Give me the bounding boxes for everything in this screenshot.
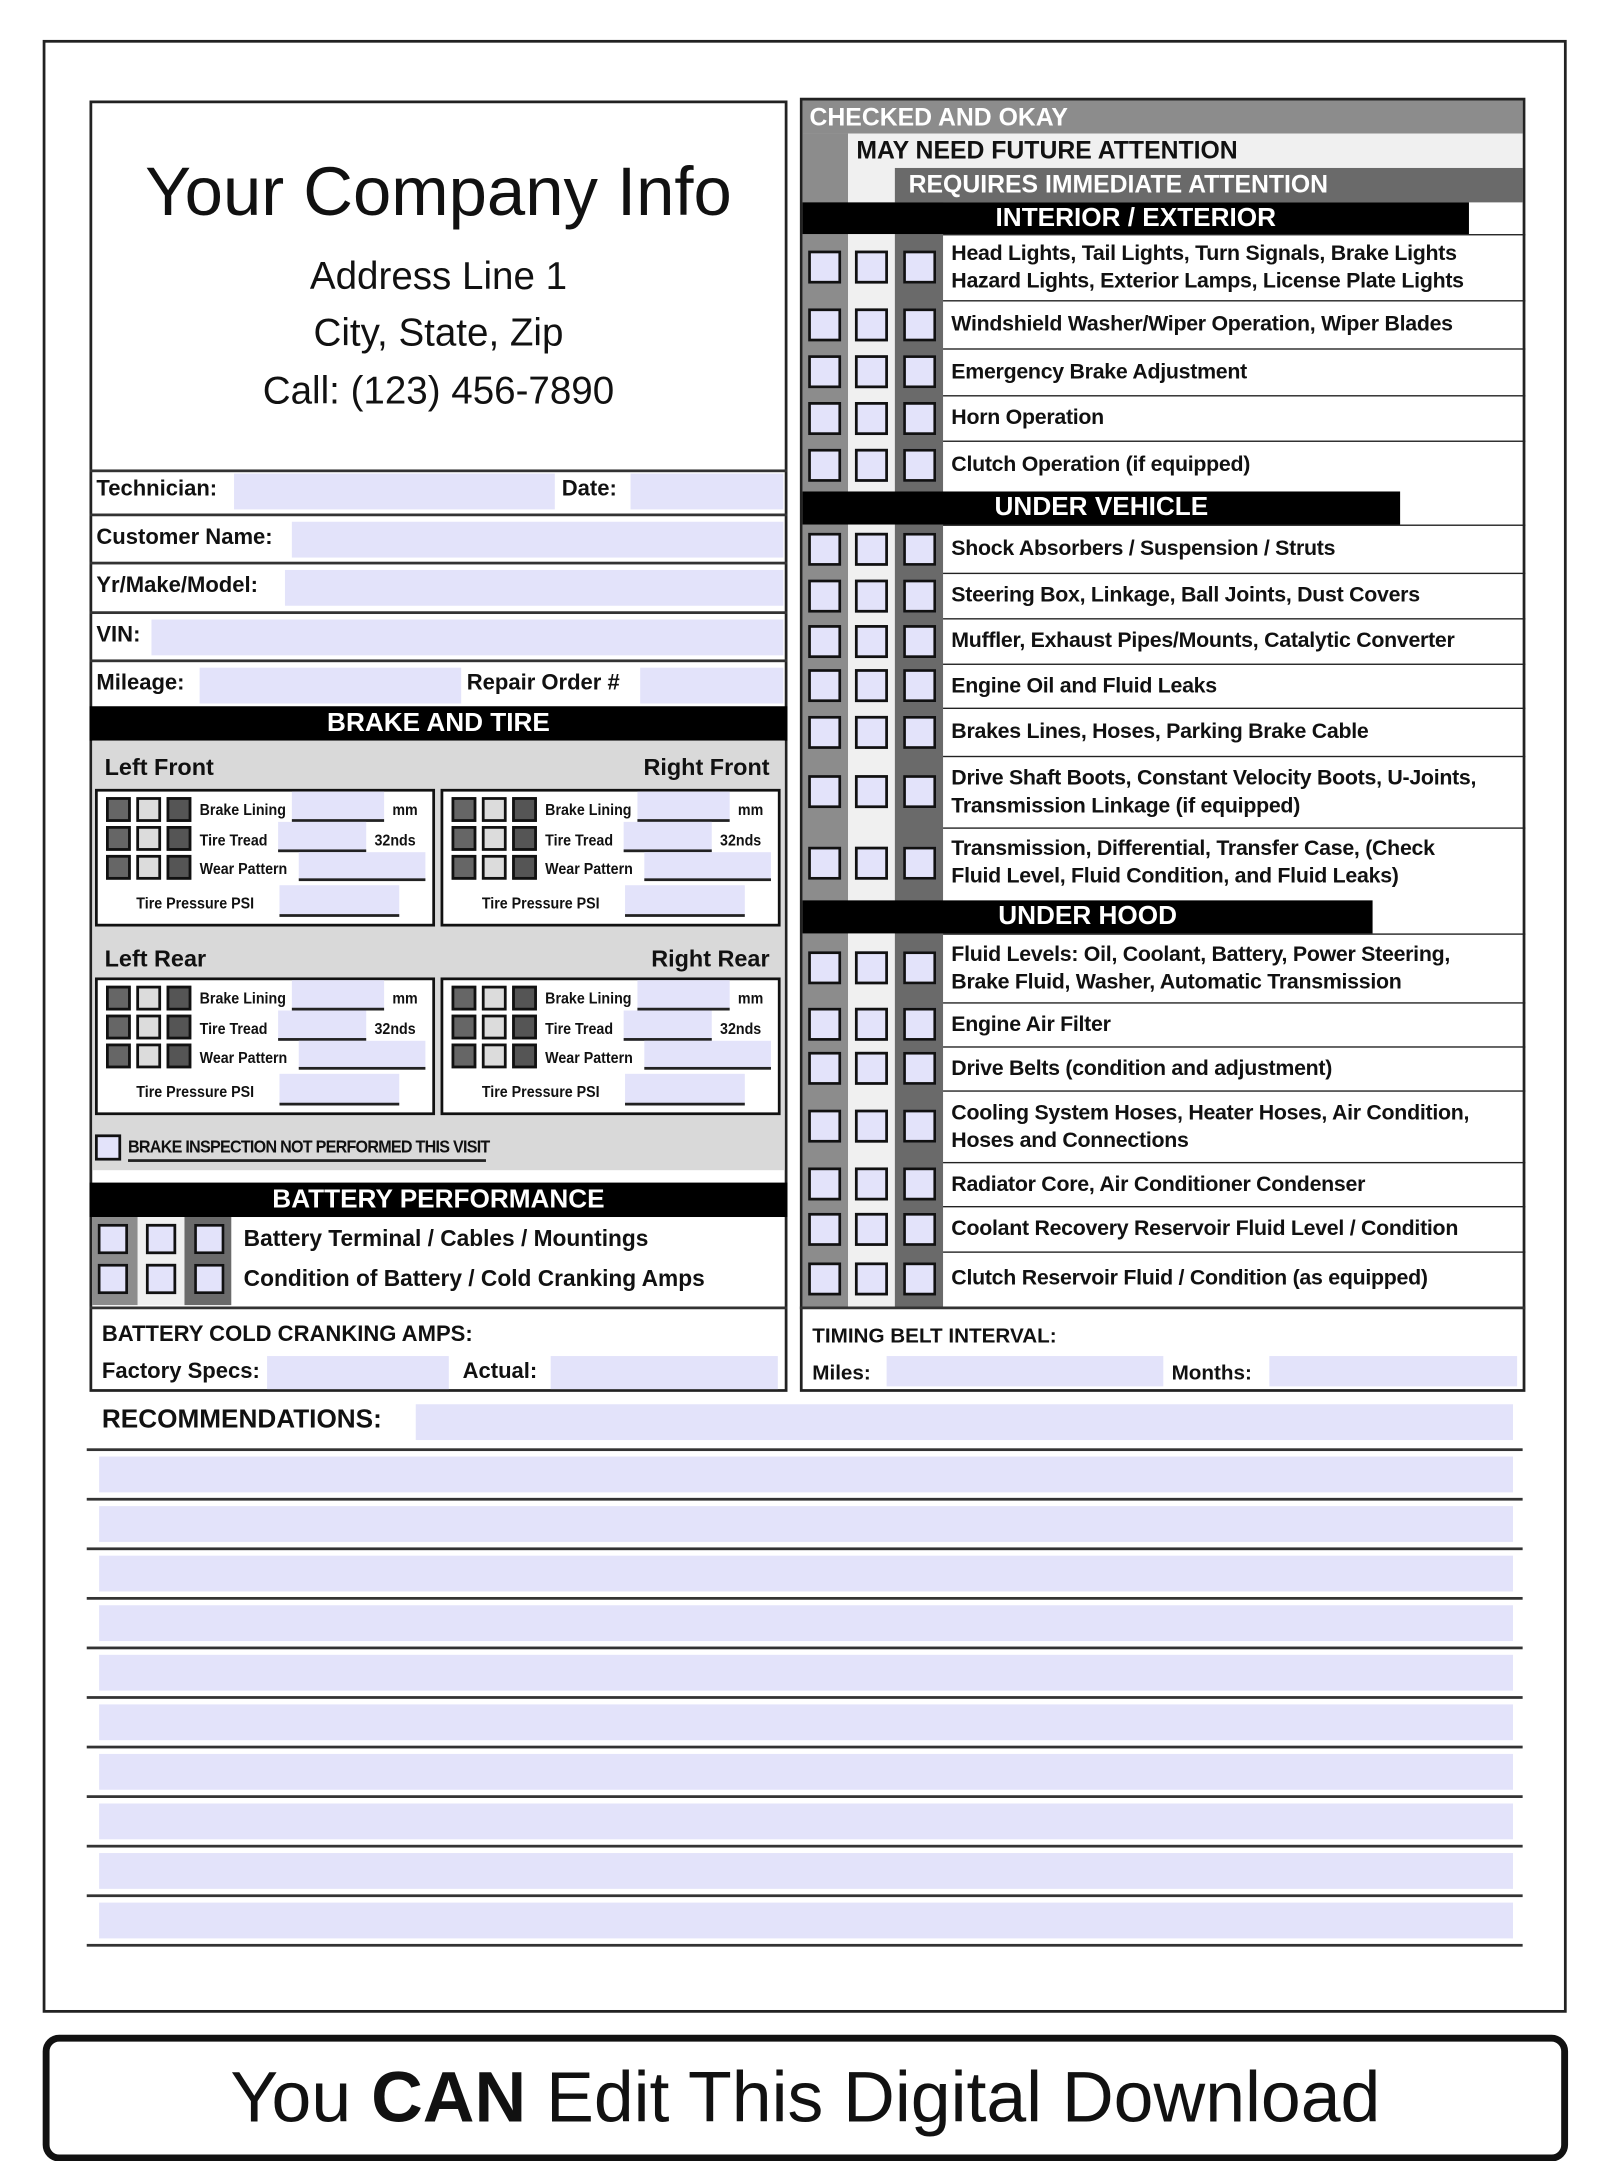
banner-bold: CAN (371, 2058, 527, 2139)
address-line-1: Address Line 1 (309, 254, 568, 298)
actual-label: Actual: (462, 1360, 538, 1384)
checklist-checkbox[interactable] (903, 715, 936, 748)
tire-pressure-label: Tire Pressure PSI (136, 896, 255, 913)
checklist-checkbox[interactable] (855, 669, 888, 702)
 (292, 819, 384, 821)
checklist-checkbox[interactable] (855, 1110, 888, 1143)
 (279, 1103, 399, 1105)
battery-item: Condition of Battery / Cold Cranking Amps (243, 1266, 705, 1292)
 (278, 849, 366, 851)
 (644, 878, 771, 880)
vin-field[interactable] (151, 620, 783, 656)
tire-checkbox[interactable] (136, 826, 161, 851)
wear-pattern-field[interactable] (299, 1041, 426, 1069)
tire-checkbox[interactable] (512, 986, 537, 1011)
checklist-checkbox[interactable] (903, 951, 936, 984)
checklist-checkbox[interactable] (903, 308, 936, 341)
tire-checkbox[interactable] (482, 1015, 507, 1040)
checklist-checkbox[interactable] (808, 251, 841, 284)
brake-lining-field[interactable] (637, 980, 729, 1010)
wear-pattern-field[interactable] (644, 1041, 771, 1069)
brake-tire-header: BRAKE AND TIRE (89, 706, 787, 740)
 (624, 849, 712, 851)
checklist-checkbox[interactable] (903, 1110, 936, 1143)
 (637, 1008, 729, 1010)
recommendations-field[interactable] (99, 1605, 1513, 1641)
checklist-checkbox[interactable] (855, 1052, 888, 1085)
checklist-item: Emergency Brake Adjustment (943, 348, 1525, 395)
checklist-checkbox[interactable] (855, 775, 888, 808)
tire-tread-field[interactable] (278, 1011, 366, 1041)
tire-tread-label: Tire Tread (199, 832, 268, 850)
left-rear-label: Left Rear (104, 945, 207, 972)
checklist-checkbox[interactable] (855, 1212, 888, 1245)
tire-checkbox[interactable] (512, 1015, 537, 1040)
checklist-item: Fluid Levels: Oil, Coolant, Battery, Power Steering, Brake Fluid, Washer, Automatic Transmission (943, 933, 1525, 1002)
recommendations-field[interactable] (99, 1457, 1513, 1493)
checklist-checkbox[interactable] (855, 308, 888, 341)
 (87, 1894, 1523, 1896)
checklist-checkbox[interactable] (855, 532, 888, 565)
tire-checkbox[interactable] (167, 855, 192, 880)
recommendations-field[interactable] (99, 1903, 1513, 1939)
brake-lining-field[interactable] (292, 980, 384, 1010)
checklist-checkbox[interactable] (808, 401, 841, 434)
cca-title: BATTERY COLD CRANKING AMPS: (101, 1323, 473, 1347)
tire-checkbox[interactable] (482, 1044, 507, 1069)
checklist-item: Brakes Lines, Hoses, Parking Brake Cable (943, 708, 1525, 756)
date-label: Date: (561, 477, 617, 502)
vin-label: VIN: (96, 623, 141, 648)
tire-pressure-field[interactable] (625, 885, 745, 915)
 (278, 1038, 366, 1040)
tire-checkbox[interactable] (512, 855, 537, 880)
recommendations-field[interactable] (99, 1704, 1513, 1740)
checklist-item: Clutch Reservoir Fluid / Condition (as equipped) (943, 1251, 1525, 1305)
mileage-field[interactable] (200, 668, 462, 704)
 (87, 1498, 1523, 1500)
checklist-checkbox[interactable] (808, 775, 841, 808)
 (292, 1008, 384, 1010)
recommendations-field-0[interactable] (416, 1404, 1513, 1440)
tire-checkbox[interactable] (106, 1015, 131, 1040)
tire-box-2 (95, 977, 435, 1115)
tire-pressure-field[interactable] (279, 885, 399, 915)
tire-checkbox[interactable] (167, 986, 192, 1011)
recommendations-field[interactable] (99, 1655, 1513, 1691)
recommendations-field[interactable] (99, 1853, 1513, 1889)
timing-title: TIMING BELT INTERVAL: (812, 1324, 1057, 1348)
customer-name-label: Customer Name: (96, 525, 273, 550)
tire-checkbox[interactable] (452, 986, 477, 1011)
tire-tread-label: Tire Tread (199, 1021, 268, 1039)
checklist-checkbox[interactable] (808, 715, 841, 748)
battery-checkbox[interactable] (98, 1264, 128, 1294)
 (87, 1845, 1523, 1847)
 (637, 819, 729, 821)
technician-label: Technician: (96, 477, 218, 502)
brake-not-performed-checkbox[interactable] (95, 1134, 121, 1160)
checklist-checkbox[interactable] (855, 355, 888, 388)
tire-pressure-label: Tire Pressure PSI (481, 1084, 600, 1102)
tire-pressure-label: Tire Pressure PSI (136, 1084, 255, 1102)
mm-unit: mm (392, 991, 418, 1008)
factory-specs-field[interactable] (267, 1356, 449, 1389)
checklist-checkbox[interactable] (808, 1052, 841, 1085)
checklist-item: Transmission, Differential, Transfer Case, (Check Fluid Level, Fluid Condition, and Fluid Leaks) (943, 827, 1525, 897)
wear-pattern-label: Wear Pattern (199, 861, 288, 879)
recommendations-field[interactable] (99, 1556, 1513, 1592)
 (644, 1067, 771, 1069)
checklist-checkbox[interactable] (903, 448, 936, 481)
checklist-checkbox[interactable] (808, 1110, 841, 1143)
checklist-checkbox[interactable] (903, 624, 936, 657)
 (625, 1103, 745, 1105)
battery-checkbox[interactable] (146, 1264, 176, 1294)
checklist-checkbox[interactable] (903, 579, 936, 612)
battery-checkbox[interactable] (194, 1224, 224, 1254)
checklist-checkbox[interactable] (808, 579, 841, 612)
32nds-unit: 32nds (720, 832, 762, 850)
mm-unit: mm (392, 802, 418, 820)
wear-pattern-label: Wear Pattern (545, 861, 633, 879)
checklist-item: Radiator Core, Air Conditioner Condenser (943, 1162, 1525, 1206)
tire-checkbox[interactable] (136, 855, 161, 880)
wear-pattern-label: Wear Pattern (545, 1050, 633, 1067)
tire-checkbox[interactable] (136, 797, 161, 822)
tire-checkbox[interactable] (452, 855, 477, 880)
wear-pattern-field[interactable] (299, 852, 426, 880)
checklist-checkbox[interactable] (903, 1008, 936, 1041)
brake-lining-field[interactable] (292, 792, 384, 822)
banner-post: Edit This Digital Download (526, 2058, 1381, 2139)
tire-checkbox[interactable] (106, 826, 131, 851)
checklist-checkbox[interactable] (808, 355, 841, 388)
checklist-checkbox[interactable] (808, 1008, 841, 1041)
checklist-item: Horn Operation (943, 395, 1525, 440)
tire-checkbox[interactable] (106, 855, 131, 880)
checklist-checkbox[interactable] (903, 1167, 936, 1200)
wear-pattern-field[interactable] (644, 852, 771, 880)
tire-pressure-label: Tire Pressure PSI (481, 896, 600, 913)
 (624, 1038, 712, 1040)
tire-checkbox[interactable] (512, 826, 537, 851)
mm-unit: mm (737, 802, 764, 820)
repair-order-label: Repair Order # (466, 671, 620, 696)
checklist-checkbox[interactable] (855, 251, 888, 284)
checklist-checkbox[interactable] (808, 951, 841, 984)
 (279, 914, 399, 916)
tire-checkbox[interactable] (106, 1044, 131, 1069)
checklist-item: Coolant Recovery Reservoir Fluid Level / Condition (943, 1206, 1525, 1251)
technician-field[interactable] (234, 474, 555, 510)
 (625, 914, 745, 916)
checklist-checkbox[interactable] (808, 1262, 841, 1295)
date-field[interactable] (631, 474, 784, 510)
checklist-checkbox[interactable] (808, 308, 841, 341)
checklist-checkbox[interactable] (808, 624, 841, 657)
brake-lining-label: Brake Lining (545, 802, 632, 820)
tire-tread-label: Tire Tread (545, 1021, 614, 1039)
tire-pressure-field[interactable] (625, 1074, 745, 1104)
checklist-item: Engine Oil and Fluid Leaks (943, 664, 1525, 708)
yr-make-model-field[interactable] (285, 570, 783, 606)
checklist-checkbox[interactable] (855, 1008, 888, 1041)
checklist-checkbox[interactable] (808, 669, 841, 702)
yr-make-model-label: Yr/Make/Model: (96, 574, 258, 598)
tire-checkbox[interactable] (167, 797, 192, 822)
right-front-label: Right Front (643, 754, 770, 781)
legend-immediate: REQUIRES IMMEDIATE ATTENTION (908, 170, 1329, 199)
mm-unit: mm (737, 991, 764, 1008)
section-header-0: INTERIOR / EXTERIOR (803, 202, 1469, 234)
checklist-item: Cooling System Hoses, Heater Hoses, Air Condition, Hoses and Connections (943, 1090, 1525, 1162)
checklist-checkbox[interactable] (808, 846, 841, 879)
recommendations-field[interactable] (99, 1803, 1513, 1839)
checklist-checkbox[interactable] (855, 624, 888, 657)
tire-checkbox[interactable] (512, 1044, 537, 1069)
tire-box-1 (441, 789, 781, 927)
tire-checkbox[interactable] (452, 1044, 477, 1069)
tire-checkbox[interactable] (482, 855, 507, 880)
checklist-item: Head Lights, Tail Lights, Turn Signals, Brake Lights Hazard Lights, Exterior Lamps, License Plate Lights (943, 234, 1525, 300)
tire-checkbox[interactable] (512, 797, 537, 822)
checklist-checkbox[interactable] (903, 669, 936, 702)
brake-lining-field[interactable] (637, 792, 729, 822)
 (87, 1448, 1523, 1450)
recommendations-field[interactable] (99, 1506, 1513, 1542)
tire-tread-field[interactable] (624, 1011, 712, 1041)
 (87, 1795, 1523, 1797)
checklist-checkbox[interactable] (855, 579, 888, 612)
tire-checkbox[interactable] (167, 826, 192, 851)
months-field[interactable] (1269, 1356, 1517, 1386)
left-front-label: Left Front (104, 754, 214, 781)
tire-tread-label: Tire Tread (545, 832, 614, 850)
checklist-item: Muffler, Exhaust Pipes/Mounts, Catalytic Converter (943, 618, 1525, 663)
customer-name-field[interactable] (292, 522, 783, 558)
checklist-item: Drive Shaft Boots, Constant Velocity Boots, U-Joints, Transmission Linkage (if equipped) (943, 756, 1525, 828)
recommendations-field[interactable] (99, 1754, 1513, 1790)
checklist-item: Drive Belts (condition and adjustment) (943, 1046, 1525, 1090)
right-rear-label: Right Rear (651, 945, 770, 972)
miles-field[interactable] (887, 1356, 1164, 1386)
tire-checkbox[interactable] (167, 1044, 192, 1069)
brake-lining-label: Brake Lining (545, 991, 632, 1008)
address-line-2: City, State, Zip (313, 311, 564, 354)
tire-checkbox[interactable] (136, 986, 161, 1011)
32nds-unit: 32nds (374, 832, 416, 850)
tire-box-3 (441, 977, 781, 1115)
checklist-checkbox[interactable] (808, 448, 841, 481)
 (87, 1944, 1523, 1946)
tire-checkbox[interactable] (482, 826, 507, 851)
checklist-checkbox[interactable] (903, 401, 936, 434)
checklist-checkbox[interactable] (903, 251, 936, 284)
checklist-checkbox[interactable] (903, 775, 936, 808)
tire-checkbox[interactable] (452, 797, 477, 822)
battery-checkbox[interactable] (146, 1224, 176, 1254)
recommendations-label: RECOMMENDATIONS: (101, 1405, 382, 1435)
months-label: Months: (1171, 1361, 1252, 1385)
checklist-item: Clutch Operation (if equipped) (943, 441, 1525, 489)
factory-specs-label: Factory Specs: (101, 1360, 260, 1384)
checklist-checkbox[interactable] (855, 715, 888, 748)
 (87, 1647, 1523, 1649)
checklist-item: Engine Air Filter (943, 1002, 1525, 1046)
company-name: Your Company Info (145, 152, 732, 230)
wear-pattern-label: Wear Pattern (199, 1050, 288, 1067)
phone: Call: (123) 456-7890 (262, 368, 615, 412)
mileage-label: Mileage: (96, 671, 185, 696)
 (87, 1696, 1523, 1698)
tire-box-0 (95, 789, 435, 927)
checklist-checkbox[interactable] (808, 532, 841, 565)
checklist-checkbox[interactable] (855, 1262, 888, 1295)
miles-label: Miles: (812, 1361, 871, 1385)
 (299, 878, 426, 880)
checklist-checkbox[interactable] (855, 951, 888, 984)
checklist-checkbox[interactable] (855, 448, 888, 481)
checklist-checkbox[interactable] (903, 532, 936, 565)
tire-checkbox[interactable] (136, 1015, 161, 1040)
checklist-checkbox[interactable] (903, 1262, 936, 1295)
tire-checkbox[interactable] (482, 986, 507, 1011)
32nds-unit: 32nds (720, 1021, 762, 1039)
edit-banner (43, 2035, 1568, 2161)
tire-checkbox[interactable] (106, 986, 131, 1011)
section-header-2: UNDER HOOD (803, 900, 1373, 933)
checklist-checkbox[interactable] (855, 1167, 888, 1200)
tire-checkbox[interactable] (167, 1015, 192, 1040)
section-header-1: UNDER VEHICLE (803, 491, 1400, 524)
brake-not-performed-label: BRAKE INSPECTION NOT PERFORMED THIS VISIT (128, 1135, 490, 1157)
tire-checkbox[interactable] (106, 797, 131, 822)
battery-checkbox[interactable] (98, 1224, 128, 1254)
 (87, 1547, 1523, 1549)
tire-tread-field[interactable] (624, 822, 712, 852)
actual-field[interactable] (551, 1356, 778, 1389)
32nds-unit: 32nds (374, 1021, 416, 1039)
repair-order-field[interactable] (640, 668, 783, 704)
checklist-checkbox[interactable] (903, 846, 936, 879)
checklist-checkbox[interactable] (903, 355, 936, 388)
battery-header: BATTERY PERFORMANCE (89, 1183, 787, 1217)
checklist-item: Shock Absorbers / Suspension / Struts (943, 525, 1525, 573)
 (299, 1067, 426, 1069)
battery-checkbox[interactable] (194, 1264, 224, 1294)
checklist-checkbox[interactable] (903, 1052, 936, 1085)
brake-lining-label: Brake Lining (199, 991, 286, 1008)
tire-tread-field[interactable] (278, 822, 366, 852)
tire-checkbox[interactable] (452, 826, 477, 851)
tire-pressure-field[interactable] (279, 1074, 399, 1104)
legend-ok: CHECKED AND OKAY (809, 103, 1068, 131)
tire-checkbox[interactable] (452, 1015, 477, 1040)
tire-checkbox[interactable] (482, 797, 507, 822)
battery-item: Battery Terminal / Cables / Mountings (243, 1226, 649, 1252)
checklist-item: Steering Box, Linkage, Ball Joints, Dust Covers (943, 573, 1525, 618)
 (87, 1746, 1523, 1748)
legend-future: MAY NEED FUTURE ATTENTION (856, 136, 1238, 164)
banner-pre: You (230, 2058, 372, 2139)
checklist-checkbox[interactable] (855, 846, 888, 879)
checklist-item: Windshield Washer/Wiper Operation, Wiper Blades (943, 300, 1525, 348)
checklist-checkbox[interactable] (903, 1212, 936, 1245)
checklist-checkbox[interactable] (855, 401, 888, 434)
checklist-checkbox[interactable] (808, 1212, 841, 1245)
checklist-checkbox[interactable] (808, 1167, 841, 1200)
tire-checkbox[interactable] (136, 1044, 161, 1069)
brake-lining-label: Brake Lining (199, 802, 286, 820)
 (87, 1597, 1523, 1599)
